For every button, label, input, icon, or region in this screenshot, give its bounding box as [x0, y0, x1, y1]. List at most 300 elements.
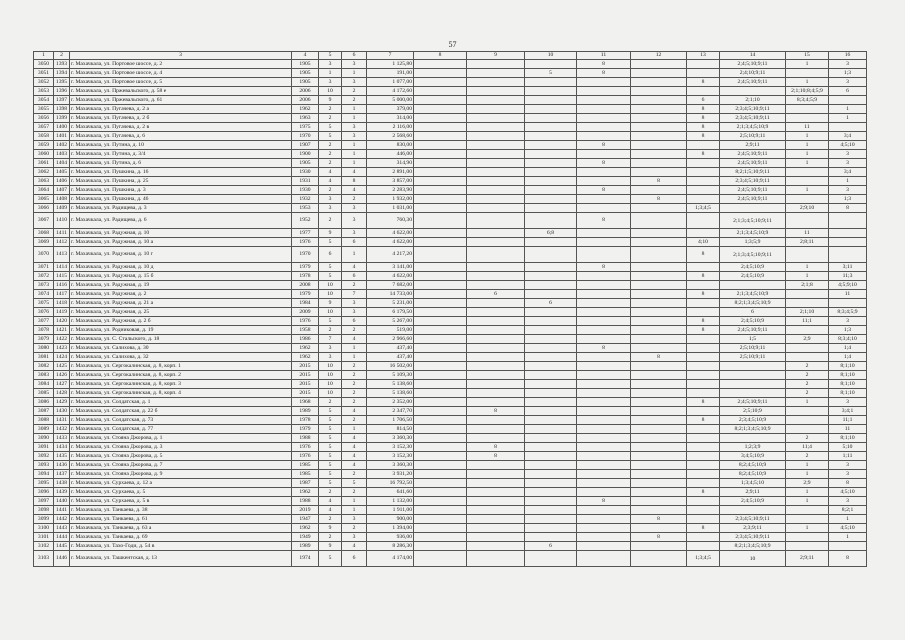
table-row: [34, 281, 867, 290]
cell-col-6: 4: [342, 452, 367, 461]
cell-col-13: 8: [687, 105, 720, 114]
cell-col-3: г. Махачкала, ул. Радищева, д. 6: [70, 213, 292, 229]
cell-col-10: [525, 452, 577, 461]
cell-col-13: [687, 60, 720, 69]
cell-col-3: г. Махачкала, ул. Тахо-Годи, д. 54 в: [70, 542, 292, 551]
cell-col-15: 2;9: [786, 335, 829, 344]
cell-col-13: [687, 443, 720, 452]
cell-col-8: [414, 497, 467, 506]
cell-col-6: 2: [342, 524, 367, 533]
cell-col-6: 7: [342, 290, 367, 299]
cell-col-10: [525, 87, 577, 96]
cell-col-5: 5: [319, 407, 342, 416]
cell-col-8: [414, 407, 467, 416]
cell-col-15: 1: [786, 398, 829, 407]
table-row: [34, 416, 867, 425]
cell-col-13: 8: [687, 150, 720, 159]
column-header-9: 9: [467, 52, 525, 60]
cell-col-4: 1976: [292, 238, 319, 247]
cell-col-12: [631, 317, 687, 326]
cell-col-2: 1419: [54, 308, 70, 317]
cell-col-10: [525, 195, 577, 204]
cell-col-6: 6: [342, 238, 367, 247]
cell-col-8: [414, 425, 467, 434]
cell-col-12: 8: [631, 177, 687, 186]
cell-col-5: 3: [319, 344, 342, 353]
cell-col-14: 6: [720, 308, 786, 317]
cell-col-4: 1985: [292, 461, 319, 470]
cell-col-10: [525, 479, 577, 488]
cell-col-9: [467, 551, 525, 567]
cell-col-11: [577, 416, 631, 425]
cell-col-15: 2;1;8: [786, 281, 829, 290]
cell-col-12: [631, 229, 687, 238]
cell-col-5: 2: [319, 105, 342, 114]
cell-col-3: г. Махачкала, ул. Путина, д. 3/4: [70, 150, 292, 159]
cell-col-9: [467, 371, 525, 380]
cell-col-9: 8: [467, 443, 525, 452]
cell-col-15: 11;4: [786, 443, 829, 452]
cell-col-9: [467, 344, 525, 353]
cell-col-5: 9: [319, 96, 342, 105]
cell-col-6: 3: [342, 78, 367, 87]
cell-col-1: 3053: [34, 87, 54, 96]
cell-col-10: [525, 141, 577, 150]
cell-col-1: 3095: [34, 479, 54, 488]
cell-col-1: 3058: [34, 132, 54, 141]
cell-col-5: 5: [319, 132, 342, 141]
cell-col-4: 1930: [292, 168, 319, 177]
cell-col-6: 2: [342, 362, 367, 371]
cell-col-12: [631, 371, 687, 380]
cell-col-16: 3: [829, 470, 867, 479]
cell-col-9: [467, 506, 525, 515]
cell-col-14: 10: [720, 551, 786, 567]
cell-col-2: 1418: [54, 299, 70, 308]
cell-col-2: 1444: [54, 533, 70, 542]
cell-col-10: [525, 78, 577, 87]
cell-col-1: 3065: [34, 195, 54, 204]
cell-col-5: 4: [319, 497, 342, 506]
cell-col-10: [525, 308, 577, 317]
cell-col-12: [631, 344, 687, 353]
cell-col-1: 3057: [34, 123, 54, 132]
cell-col-2: 1401: [54, 132, 70, 141]
cell-col-16: 8: [829, 479, 867, 488]
cell-col-1: 3066: [34, 204, 54, 213]
cell-col-4: 1958: [292, 326, 319, 335]
cell-col-14: 2;5;10;9;11: [720, 132, 786, 141]
cell-col-1: 3059: [34, 141, 54, 150]
table-row: [34, 195, 867, 204]
cell-col-12: [631, 263, 687, 272]
cell-col-10: [525, 551, 577, 567]
cell-col-7: 16 502,00: [367, 362, 414, 371]
cell-col-15: 2;9;11: [786, 551, 829, 567]
cell-col-8: [414, 506, 467, 515]
cell-col-11: [577, 461, 631, 470]
cell-col-8: [414, 177, 467, 186]
cell-col-4: 1976: [292, 452, 319, 461]
cell-col-4: 1976: [292, 443, 319, 452]
table-row: [34, 87, 867, 96]
cell-col-16: 1: [829, 177, 867, 186]
cell-col-10: [525, 150, 577, 159]
cell-col-13: [687, 177, 720, 186]
cell-col-15: [786, 506, 829, 515]
cell-col-13: [687, 407, 720, 416]
cell-col-9: [467, 515, 525, 524]
cell-col-7: 5 000,00: [367, 96, 414, 105]
cell-col-2: 1437: [54, 470, 70, 479]
cell-col-1: 3064: [34, 186, 54, 195]
cell-col-11: 8: [577, 344, 631, 353]
cell-col-13: [687, 533, 720, 542]
cell-col-5: 9: [319, 542, 342, 551]
table-row: [34, 299, 867, 308]
cell-col-4: 1949: [292, 533, 319, 542]
cell-col-11: [577, 204, 631, 213]
cell-col-3: г. Махачкала, ул. Пугачева, д. 6: [70, 132, 292, 141]
cell-col-4: 1989: [292, 542, 319, 551]
cell-col-7: 1 077,00: [367, 78, 414, 87]
cell-col-8: [414, 281, 467, 290]
cell-col-12: [631, 488, 687, 497]
cell-col-12: [631, 69, 687, 78]
cell-col-10: [525, 488, 577, 497]
cell-col-9: [467, 87, 525, 96]
table-row: [34, 132, 867, 141]
table-row: [34, 407, 867, 416]
cell-col-13: 8: [687, 317, 720, 326]
cell-col-15: 1: [786, 488, 829, 497]
cell-col-2: 1422: [54, 335, 70, 344]
cell-col-11: [577, 452, 631, 461]
cell-col-12: [631, 96, 687, 105]
cell-col-11: 8: [577, 213, 631, 229]
cell-col-15: 1: [786, 263, 829, 272]
cell-col-7: 2 966,60: [367, 335, 414, 344]
cell-col-10: [525, 362, 577, 371]
column-header-16: 16: [829, 52, 867, 60]
cell-col-13: [687, 168, 720, 177]
column-header-14: 14: [720, 52, 786, 60]
cell-col-7: 5 231,00: [367, 299, 414, 308]
cell-col-3: г. Махачкала, ул. Пугачева, д. 2 в: [70, 123, 292, 132]
cell-col-10: [525, 263, 577, 272]
cell-col-1: 3069: [34, 238, 54, 247]
cell-col-13: [687, 470, 720, 479]
cell-col-15: [786, 416, 829, 425]
cell-col-2: 1426: [54, 371, 70, 380]
table-row: [34, 335, 867, 344]
cell-col-16: 1: [829, 515, 867, 524]
cell-col-4: 1930: [292, 186, 319, 195]
cell-col-4: 1962: [292, 524, 319, 533]
cell-col-4: 2015: [292, 389, 319, 398]
cell-col-3: г. Махачкала, ул. Сурхаева, д. 5 в: [70, 497, 292, 506]
cell-col-7: 2 568,60: [367, 132, 414, 141]
cell-col-15: 2;9;10: [786, 204, 829, 213]
cell-col-4: 1989: [292, 407, 319, 416]
cell-col-16: 1: [829, 533, 867, 542]
cell-col-12: [631, 204, 687, 213]
cell-col-5: 2: [319, 533, 342, 542]
cell-col-13: [687, 299, 720, 308]
cell-col-2: 1430: [54, 407, 70, 416]
cell-col-13: [687, 159, 720, 168]
cell-col-7: 437,40: [367, 344, 414, 353]
cell-col-6: 6: [342, 317, 367, 326]
cell-col-9: [467, 479, 525, 488]
cell-col-2: 1425: [54, 362, 70, 371]
cell-col-16: 3: [829, 497, 867, 506]
cell-col-11: [577, 488, 631, 497]
cell-col-5: 3: [319, 353, 342, 362]
cell-col-16: 8: [829, 204, 867, 213]
cell-col-10: [525, 533, 577, 542]
cell-col-3: г. Махачкала, ул. Танкаева, д. 61: [70, 515, 292, 524]
cell-col-13: 8: [687, 132, 720, 141]
cell-col-12: [631, 132, 687, 141]
cell-col-4: 1979: [292, 290, 319, 299]
cell-col-9: [467, 132, 525, 141]
cell-col-8: [414, 238, 467, 247]
cell-col-3: г. Махачкала, ул. Радужная, д. 2: [70, 290, 292, 299]
cell-col-7: 8 286,30: [367, 542, 414, 551]
table-row: [34, 96, 867, 105]
cell-col-5: 5: [319, 123, 342, 132]
cell-col-1: 3072: [34, 272, 54, 281]
cell-col-9: 8: [467, 452, 525, 461]
cell-col-1: 3083: [34, 371, 54, 380]
cell-col-9: [467, 470, 525, 479]
cell-col-4: 1905: [292, 78, 319, 87]
cell-col-7: 437,40: [367, 353, 414, 362]
cell-col-3: г. Махачкала, ул. Пржевальского, д. 61: [70, 96, 292, 105]
cell-col-7: 2 347,70: [367, 407, 414, 416]
cell-col-7: 5 267,00: [367, 317, 414, 326]
cell-col-11: 8: [577, 141, 631, 150]
cell-col-1: 3085: [34, 389, 54, 398]
cell-col-6: 2: [342, 326, 367, 335]
cell-col-6: 3: [342, 308, 367, 317]
cell-col-2: 1397: [54, 96, 70, 105]
cell-col-16: 4;5;10: [829, 524, 867, 533]
cell-col-8: [414, 551, 467, 567]
cell-col-11: 8: [577, 69, 631, 78]
cell-col-1: 3098: [34, 506, 54, 515]
cell-col-7: 519,00: [367, 326, 414, 335]
cell-col-4: 1900: [292, 150, 319, 159]
cell-col-15: 1: [786, 60, 829, 69]
cell-col-16: 1;3: [829, 69, 867, 78]
cell-col-7: 2 116,00: [367, 123, 414, 132]
cell-col-3: г. Махачкала, ул. Радужная, д. 10: [70, 229, 292, 238]
cell-col-2: 1427: [54, 380, 70, 389]
cell-col-11: 8: [577, 159, 631, 168]
cell-col-2: 1409: [54, 204, 70, 213]
cell-col-14: 2;4;5;10;9: [720, 317, 786, 326]
cell-col-1: 3051: [34, 69, 54, 78]
cell-col-9: [467, 238, 525, 247]
cell-col-16: 1;4: [829, 344, 867, 353]
cell-col-11: [577, 470, 631, 479]
cell-col-3: г. Махачкала, ул. Родниковая, д. 19: [70, 326, 292, 335]
cell-col-16: 3;11: [829, 263, 867, 272]
cell-col-14: 2;4;5;10;9;11: [720, 195, 786, 204]
cell-col-2: 1413: [54, 247, 70, 263]
cell-col-10: [525, 335, 577, 344]
cell-col-2: 1407: [54, 186, 70, 195]
cell-col-16: 8;3;4;5;9: [829, 308, 867, 317]
cell-col-12: [631, 114, 687, 123]
cell-col-10: [525, 326, 577, 335]
cell-col-7: 1 031,00: [367, 204, 414, 213]
cell-col-3: г. Махачкала, ул. Радужная, д. 19: [70, 281, 292, 290]
cell-col-2: 1446: [54, 551, 70, 567]
cell-col-14: 2;1;3;4;5;10;9: [720, 123, 786, 132]
cell-col-12: 8: [631, 533, 687, 542]
cell-col-7: 1 911,00: [367, 506, 414, 515]
cell-col-7: 1 132,00: [367, 497, 414, 506]
cell-col-7: 1 932,00: [367, 195, 414, 204]
table-row: [34, 204, 867, 213]
cell-col-2: 1424: [54, 353, 70, 362]
cell-col-15: 2: [786, 362, 829, 371]
cell-col-3: г. Махачкала, ул. Салихова, д. 32: [70, 353, 292, 362]
cell-col-13: [687, 371, 720, 380]
cell-col-12: [631, 425, 687, 434]
cell-col-16: 3: [829, 398, 867, 407]
cell-col-2: 1432: [54, 425, 70, 434]
cell-col-11: [577, 353, 631, 362]
cell-col-3: г. Махачкала, ул. Сергокалинская, д. 8, корп. 2: [70, 371, 292, 380]
cell-col-7: 3 141,00: [367, 263, 414, 272]
cell-col-15: [786, 114, 829, 123]
cell-col-9: [467, 362, 525, 371]
cell-col-16: [829, 238, 867, 247]
cell-col-12: [631, 247, 687, 263]
cell-col-6: 4: [342, 186, 367, 195]
cell-col-16: 1: [829, 105, 867, 114]
cell-col-9: [467, 150, 525, 159]
cell-col-2: 1428: [54, 389, 70, 398]
cell-col-6: 1: [342, 247, 367, 263]
cell-col-6: 5: [342, 479, 367, 488]
cell-col-2: 1396: [54, 87, 70, 96]
column-header-12: 12: [631, 52, 687, 60]
cell-col-13: 8: [687, 78, 720, 87]
cell-col-16: [829, 247, 867, 263]
cell-col-10: [525, 416, 577, 425]
cell-col-14: 2;1;10: [720, 96, 786, 105]
cell-col-12: [631, 60, 687, 69]
cell-col-10: [525, 96, 577, 105]
cell-col-14: 2;3;9;11: [720, 524, 786, 533]
cell-col-9: [467, 335, 525, 344]
cell-col-8: [414, 132, 467, 141]
cell-col-2: 1417: [54, 290, 70, 299]
cell-col-6: 1: [342, 114, 367, 123]
cell-col-15: 2;1;10;8;4;5;9: [786, 87, 829, 96]
table-body: [34, 60, 867, 567]
cell-col-16: [829, 542, 867, 551]
cell-col-2: 1410: [54, 213, 70, 229]
cell-col-1: 3078: [34, 326, 54, 335]
cell-col-9: [467, 380, 525, 389]
cell-col-10: [525, 515, 577, 524]
cell-col-8: [414, 452, 467, 461]
cell-col-2: 1395: [54, 78, 70, 87]
cell-col-7: 3 931,20: [367, 470, 414, 479]
cell-col-11: [577, 434, 631, 443]
cell-col-10: [525, 238, 577, 247]
cell-col-9: [467, 461, 525, 470]
cell-col-14: 1;3;5;9: [720, 238, 786, 247]
cell-col-8: [414, 87, 467, 96]
cell-col-8: [414, 247, 467, 263]
cell-col-7: 2 283,90: [367, 186, 414, 195]
cell-col-10: [525, 389, 577, 398]
cell-col-13: 8: [687, 398, 720, 407]
cell-col-1: 3080: [34, 344, 54, 353]
cell-col-15: 2: [786, 434, 829, 443]
cell-col-13: 8: [687, 123, 720, 132]
cell-col-3: г. Махачкала, ул. Радищева, д. 3: [70, 204, 292, 213]
cell-col-2: 1398: [54, 105, 70, 114]
cell-col-4: 1984: [292, 299, 319, 308]
cell-col-14: [720, 371, 786, 380]
cell-col-15: 2;1;10: [786, 308, 829, 317]
cell-col-3: г. Махачкала, ул. Портовое шоссе, д. 5: [70, 78, 292, 87]
cell-col-10: [525, 204, 577, 213]
cell-col-4: 1962: [292, 353, 319, 362]
cell-col-15: 2: [786, 380, 829, 389]
cell-col-1: 3100: [34, 524, 54, 533]
cell-col-14: 2;1;3;4;5;10;9;11: [720, 213, 786, 229]
table-row: [34, 461, 867, 470]
cell-col-5: 5: [319, 470, 342, 479]
cell-col-4: 1962: [292, 488, 319, 497]
cell-col-9: [467, 389, 525, 398]
table-row: [34, 177, 867, 186]
cell-col-11: [577, 506, 631, 515]
cell-col-5: 2: [319, 326, 342, 335]
cell-col-15: 1: [786, 524, 829, 533]
cell-col-13: [687, 195, 720, 204]
cell-col-15: 2: [786, 371, 829, 380]
cell-col-1: 3097: [34, 497, 54, 506]
cell-col-11: [577, 229, 631, 238]
cell-col-3: г. Махачкала, ул. Радужная, д. 10 а: [70, 238, 292, 247]
cell-col-1: 3070: [34, 247, 54, 263]
cell-col-11: [577, 290, 631, 299]
table-row: [34, 344, 867, 353]
cell-col-11: [577, 247, 631, 263]
cell-col-4: 1905: [292, 60, 319, 69]
cell-col-16: 8;1;10: [829, 380, 867, 389]
cell-col-13: 8: [687, 247, 720, 263]
cell-col-9: [467, 263, 525, 272]
cell-col-10: [525, 317, 577, 326]
cell-col-15: [786, 177, 829, 186]
cell-col-3: г. Махачкала, ул. Сурхаева, д. 12 а: [70, 479, 292, 488]
cell-col-7: 6 179,50: [367, 308, 414, 317]
table-row: [34, 263, 867, 272]
cell-col-5: 2: [319, 159, 342, 168]
cell-col-15: 1: [786, 141, 829, 150]
